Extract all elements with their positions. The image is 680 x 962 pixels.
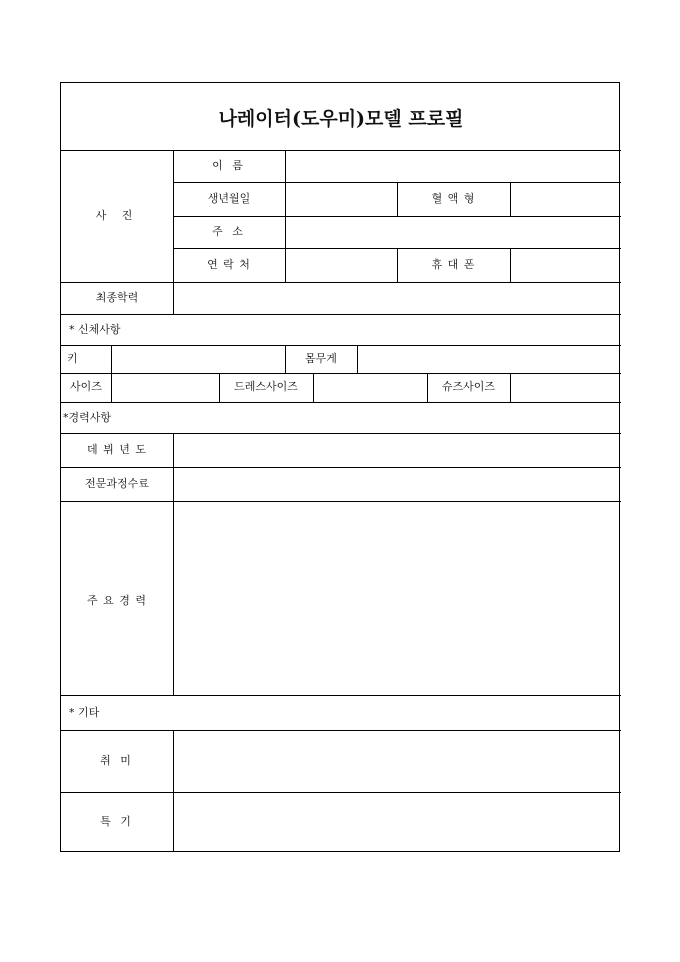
- size-label: 사이즈: [70, 380, 102, 393]
- divider: [357, 345, 358, 373]
- course-label: 전문과정수료: [85, 477, 149, 490]
- divider: [173, 433, 174, 695]
- divider: [61, 282, 621, 283]
- skill-label: 특 기: [100, 815, 134, 828]
- divider: [173, 216, 621, 217]
- divider: [61, 792, 621, 793]
- address-label: 주 소: [212, 225, 246, 238]
- height-label: 키: [67, 352, 78, 365]
- divider: [111, 373, 112, 402]
- birth-label: 생년월일: [207, 192, 251, 205]
- photo-label: 사 진: [95, 209, 139, 222]
- divider: [111, 345, 112, 373]
- divider: [313, 373, 314, 402]
- etc-section-label: * 기타: [69, 706, 100, 719]
- divider: [61, 402, 621, 403]
- divider: [285, 150, 286, 282]
- divider: [61, 501, 621, 502]
- divider: [61, 314, 621, 315]
- divider: [61, 150, 621, 151]
- main-career-label: 주 요 경 력: [87, 594, 147, 607]
- divider: [173, 730, 174, 852]
- profile-form: [60, 82, 620, 852]
- mobile-label: 휴 대 폰: [431, 258, 476, 271]
- weight-label: 몸무게: [305, 352, 337, 365]
- divider: [61, 373, 621, 374]
- blood-type-label: 혈 액 형: [431, 192, 476, 205]
- debut-year-label: 데 뷔 년 도: [87, 443, 147, 456]
- body-section-label: * 신체사항: [69, 323, 121, 336]
- divider: [61, 433, 621, 434]
- divider: [61, 730, 621, 731]
- hobby-label: 취 미: [100, 754, 134, 767]
- dress-size-label: 드레스사이즈: [234, 380, 298, 393]
- divider: [510, 182, 511, 216]
- shoe-size-label: 슈즈사이즈: [441, 380, 496, 393]
- career-section-label: *경력사항: [63, 411, 112, 424]
- form-title: 나레이터(도우미)모델 프로필: [218, 108, 464, 130]
- contact-label: 연 락 처: [207, 258, 251, 271]
- divider: [510, 373, 511, 402]
- divider: [61, 467, 621, 468]
- education-label: 최종학력: [95, 291, 139, 304]
- divider: [510, 248, 511, 282]
- divider: [61, 695, 621, 696]
- name-label: 이 름: [212, 159, 246, 172]
- divider: [61, 345, 621, 346]
